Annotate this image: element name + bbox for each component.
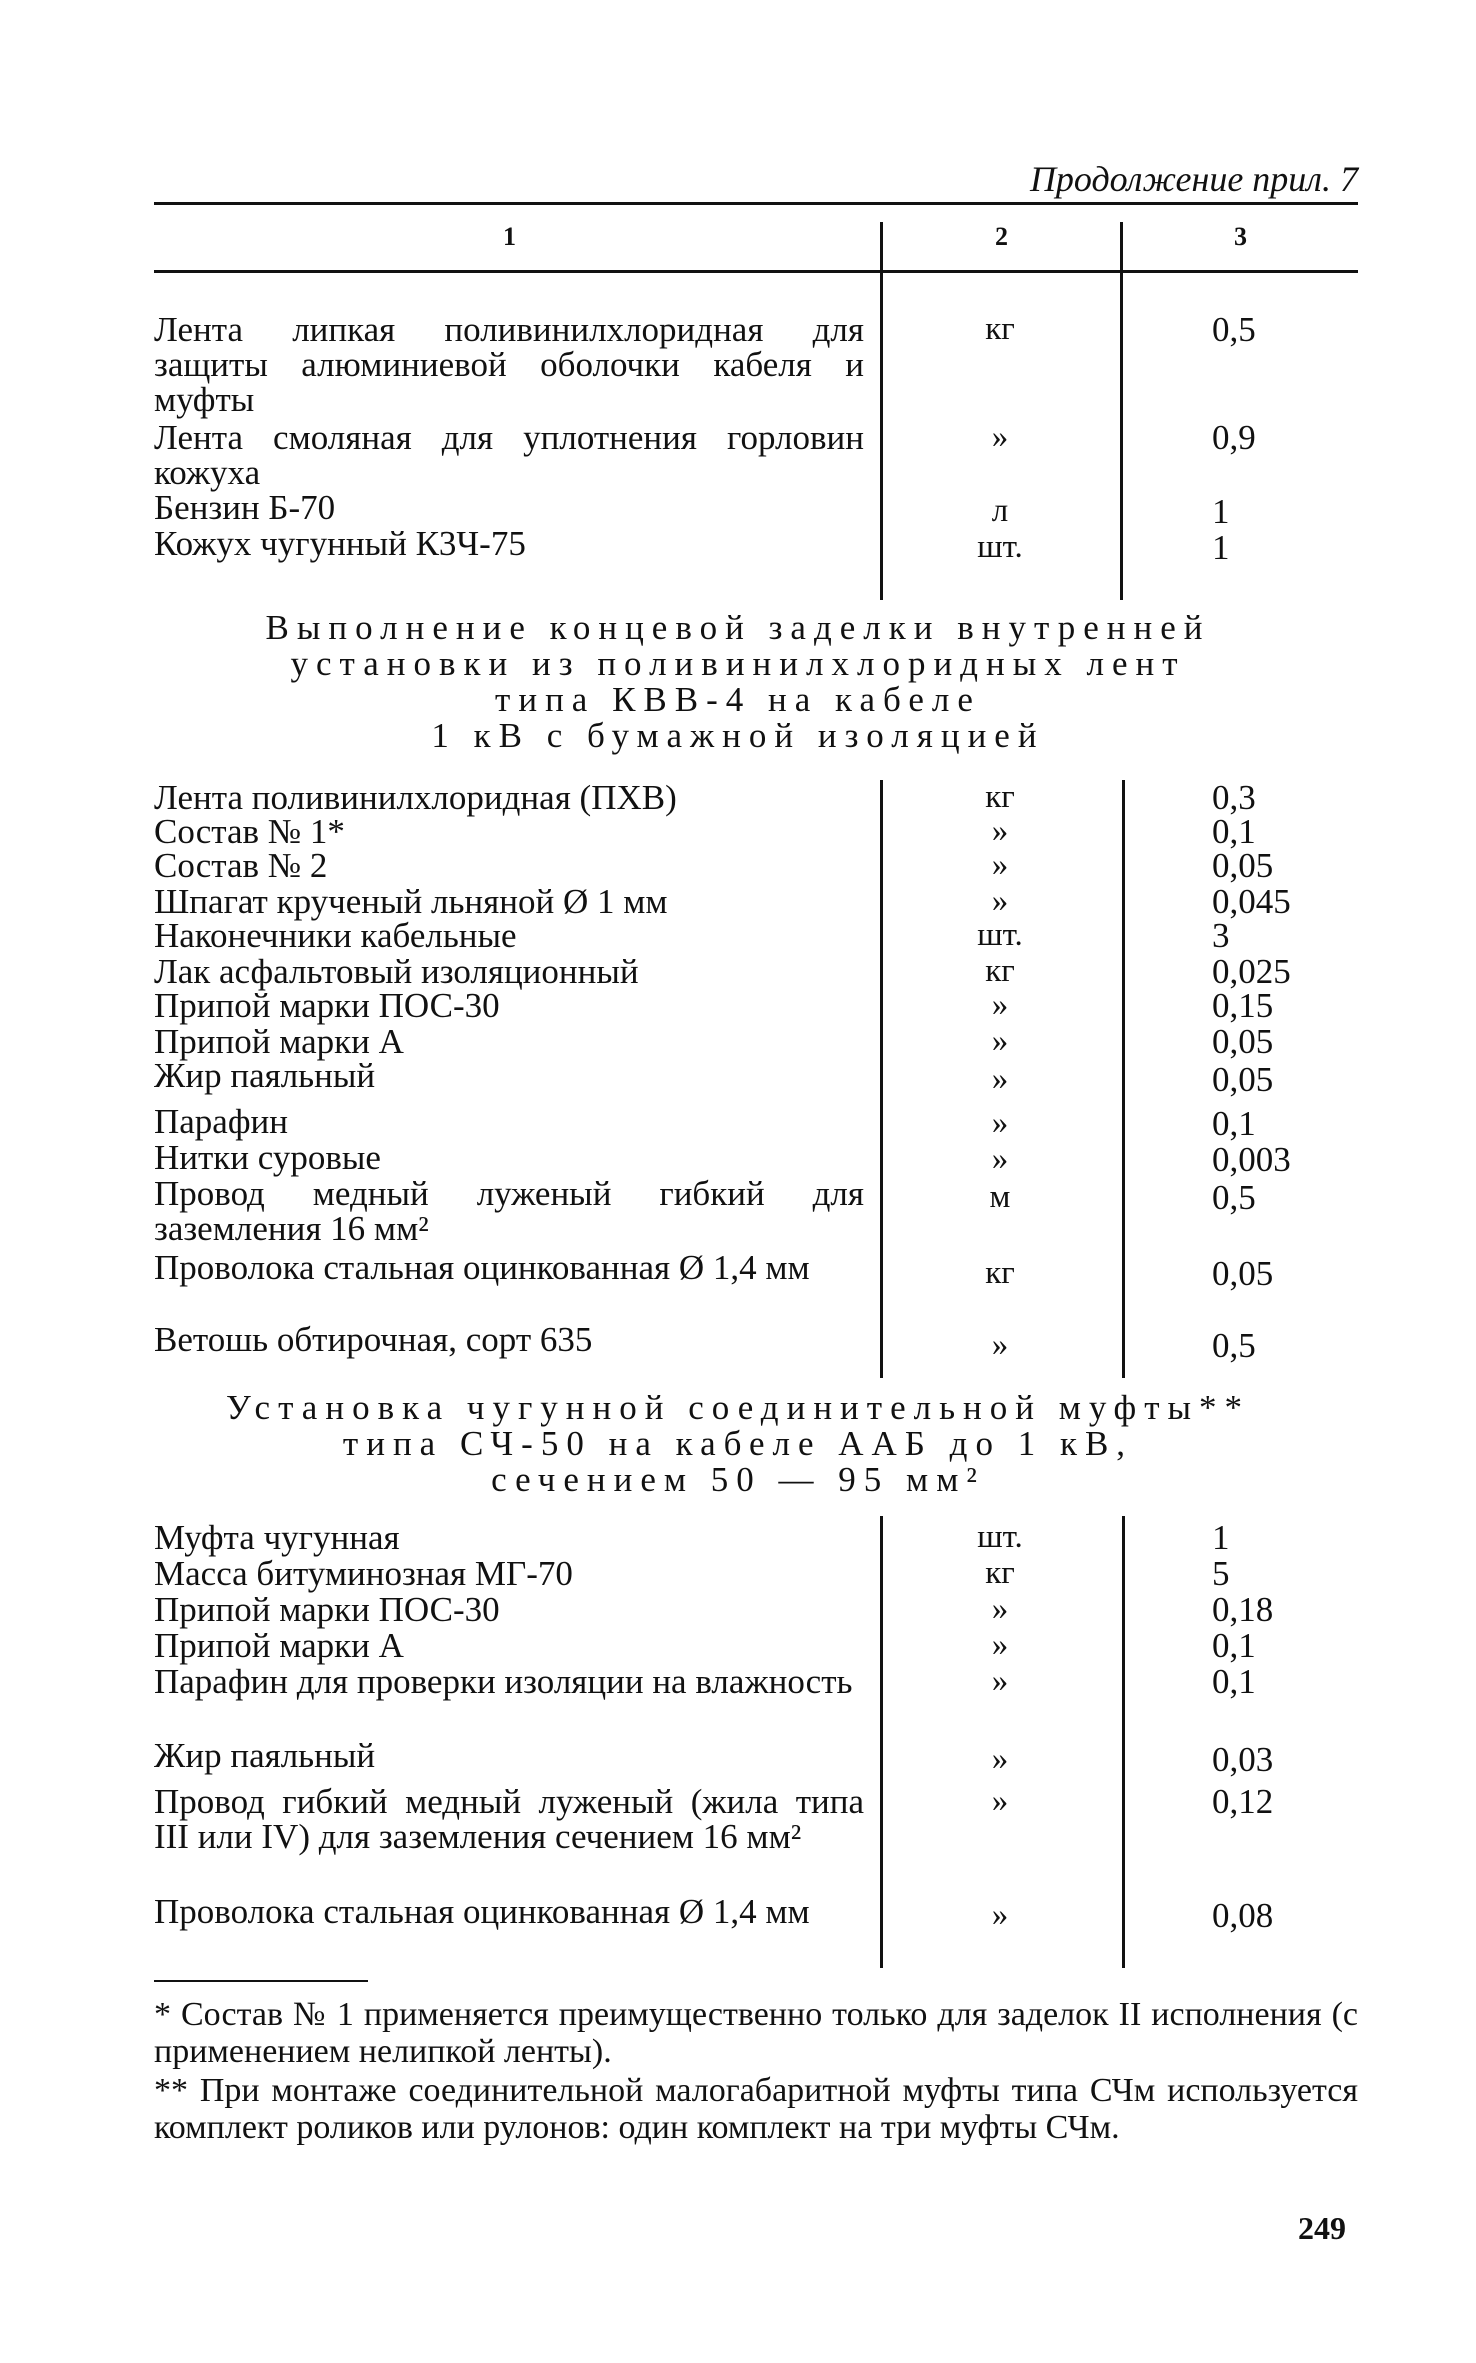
material-name: Припой марки А — [154, 1626, 404, 1665]
unit-cell: шт. — [977, 917, 1023, 953]
column-divider — [1120, 222, 1123, 600]
unit-cell: » — [991, 1627, 1009, 1663]
unit-cell: кг — [985, 1555, 1015, 1591]
table-top-rule — [154, 202, 1358, 205]
material-name: Кожух чугунный К3Ч-75 — [154, 524, 526, 563]
unit-cell: кг — [985, 953, 1015, 989]
material-name: Состав № 2 — [154, 846, 328, 885]
material-name: Парафин для проверки изоляции на влажность — [154, 1662, 853, 1701]
quantity-cell: 0,05 — [1212, 1254, 1274, 1293]
quantity-cell: 5 — [1212, 1554, 1230, 1593]
quantity-cell: 0,1 — [1212, 1662, 1256, 1701]
unit-cell: » — [991, 1105, 1009, 1141]
unit-cell: » — [991, 987, 1009, 1023]
quantity-cell: 1 — [1212, 1518, 1230, 1557]
material-name: Ветошь обтирочная, сорт 635 — [154, 1320, 593, 1359]
material-name: Бензин Б-70 — [154, 488, 336, 527]
quantity-cell: 0,5 — [1212, 1326, 1256, 1365]
unit-cell: » — [991, 883, 1009, 919]
unit-cell: » — [991, 419, 1009, 455]
material-name: Лента смоляная для уплотнения горловин кожуха — [154, 418, 864, 492]
column-divider — [1122, 780, 1125, 1378]
unit-cell: » — [991, 1897, 1009, 1933]
material-name: Лента липкая поливинилхлоридная для защиты алюминиевой оболочки кабеля и муфты — [154, 310, 864, 419]
quantity-cell: 0,08 — [1212, 1896, 1274, 1935]
table-header-rule — [154, 270, 1358, 273]
quantity-cell: 0,15 — [1212, 986, 1274, 1025]
unit-cell: кг — [985, 311, 1015, 347]
quantity-cell: 0,05 — [1212, 1060, 1274, 1099]
section-title-line: установки из поливинилхлоридных лент — [290, 644, 1186, 683]
page-number: 249 — [1298, 2210, 1346, 2246]
material-name: Жир паяльный — [154, 1736, 376, 1775]
quantity-cell: 0,12 — [1212, 1782, 1274, 1821]
quantity-cell: 0,5 — [1212, 310, 1256, 349]
material-name: Жир паяльный — [154, 1056, 376, 1095]
section-title — [120, 1390, 1356, 1498]
material-name: Припой марки А — [154, 1022, 404, 1061]
section-title-line: 1 кВ с бумажной изоляцией — [431, 716, 1045, 755]
material-name: Нитки суровые — [154, 1138, 381, 1177]
unit-cell: шт. — [977, 529, 1023, 565]
footnote-rule — [154, 1980, 368, 1982]
quantity-cell: 0,1 — [1212, 1626, 1256, 1665]
quantity-cell: 0,3 — [1212, 778, 1256, 817]
quantity-cell: 0,9 — [1212, 418, 1256, 457]
quantity-cell: 1 — [1212, 528, 1230, 567]
quantity-cell: 0,1 — [1212, 812, 1256, 851]
section-title — [120, 610, 1356, 754]
footnote: * Состав № 1 применяется преимущественно только для заделок II исполнения (с применением нелипкой ленты). — [154, 1996, 1358, 2070]
header-col-3: 3 — [1234, 222, 1247, 251]
material-name: Припой марки ПОС-30 — [154, 1590, 500, 1629]
header-col-2: 2 — [995, 222, 1008, 251]
quantity-cell: 0,05 — [1212, 846, 1274, 885]
header-col-1: 1 — [503, 222, 516, 251]
quantity-cell: 0,5 — [1212, 1178, 1256, 1217]
unit-cell: » — [991, 1591, 1009, 1627]
continuation-label: Продолжение прил. 7 — [1029, 159, 1358, 199]
quantity-cell: 0,05 — [1212, 1022, 1274, 1061]
material-name: Проволока стальная оцинкованная Ø 1,4 мм — [154, 1248, 810, 1287]
material-name: Масса битуминозная МГ-70 — [154, 1554, 573, 1593]
unit-cell: шт. — [977, 1519, 1023, 1555]
section-title-line: Выполнение концевой заделки внутренней — [265, 608, 1211, 647]
unit-cell: м — [989, 1179, 1011, 1215]
material-name: Парафин — [154, 1102, 288, 1141]
quantity-cell: 0,03 — [1212, 1740, 1274, 1779]
section-title-line: типа КВВ-4 на кабеле — [495, 680, 981, 719]
quantity-cell: 0,045 — [1212, 882, 1291, 921]
quantity-cell: 0,025 — [1212, 952, 1291, 991]
material-name: Состав № 1* — [154, 812, 345, 851]
quantity-cell: 3 — [1212, 916, 1230, 955]
quantity-cell: 1 — [1212, 492, 1230, 531]
section-title-line: типа СЧ-50 на кабеле ААБ до 1 кВ, — [342, 1424, 1134, 1463]
unit-cell: кг — [985, 779, 1015, 815]
column-divider — [1122, 1516, 1125, 1968]
material-name: Шпагат крученый льняной Ø 1 мм — [154, 882, 668, 921]
footnote: ** При монтаже соединительной малогабаритной муфты типа СЧм используется комплект роликов или рулонов: один комплект на три муфты СЧм. — [154, 2072, 1358, 2146]
quantity-cell: 0,003 — [1212, 1140, 1291, 1179]
material-name: Провод медный луженый гибкий для заземления 16 мм² — [154, 1174, 864, 1248]
material-name: Муфта чугунная — [154, 1518, 400, 1557]
unit-cell: » — [991, 1663, 1009, 1699]
unit-cell: » — [991, 847, 1009, 883]
material-name: Наконечники кабельные — [154, 916, 517, 955]
material-name: Лента поливинилхлоридная (ПХВ) — [154, 778, 677, 817]
unit-cell: » — [991, 1061, 1009, 1097]
quantity-cell: 0,1 — [1212, 1104, 1256, 1143]
material-name: Припой марки ПОС-30 — [154, 986, 500, 1025]
material-name: Лак асфальтовый изоляционный — [154, 952, 639, 991]
unit-cell: » — [991, 1741, 1009, 1777]
section-title-line: сечением 50 — 95 мм² — [491, 1460, 985, 1499]
unit-cell: » — [991, 1023, 1009, 1059]
unit-cell: » — [991, 1141, 1009, 1177]
unit-cell: » — [991, 813, 1009, 849]
unit-cell: л — [991, 493, 1009, 529]
unit-cell: » — [991, 1327, 1009, 1363]
material-name: Проволока стальная оцинкованная Ø 1,4 мм — [154, 1892, 810, 1931]
unit-cell: кг — [985, 1255, 1015, 1291]
quantity-cell: 0,18 — [1212, 1590, 1274, 1629]
unit-cell: » — [991, 1783, 1009, 1819]
section-title-line: Установка чугунной соединительной муфты** — [225, 1388, 1251, 1427]
material-name: Провод гибкий медный луженый (жила типа III или IV) для заземления сечением 16 мм² — [154, 1782, 864, 1856]
